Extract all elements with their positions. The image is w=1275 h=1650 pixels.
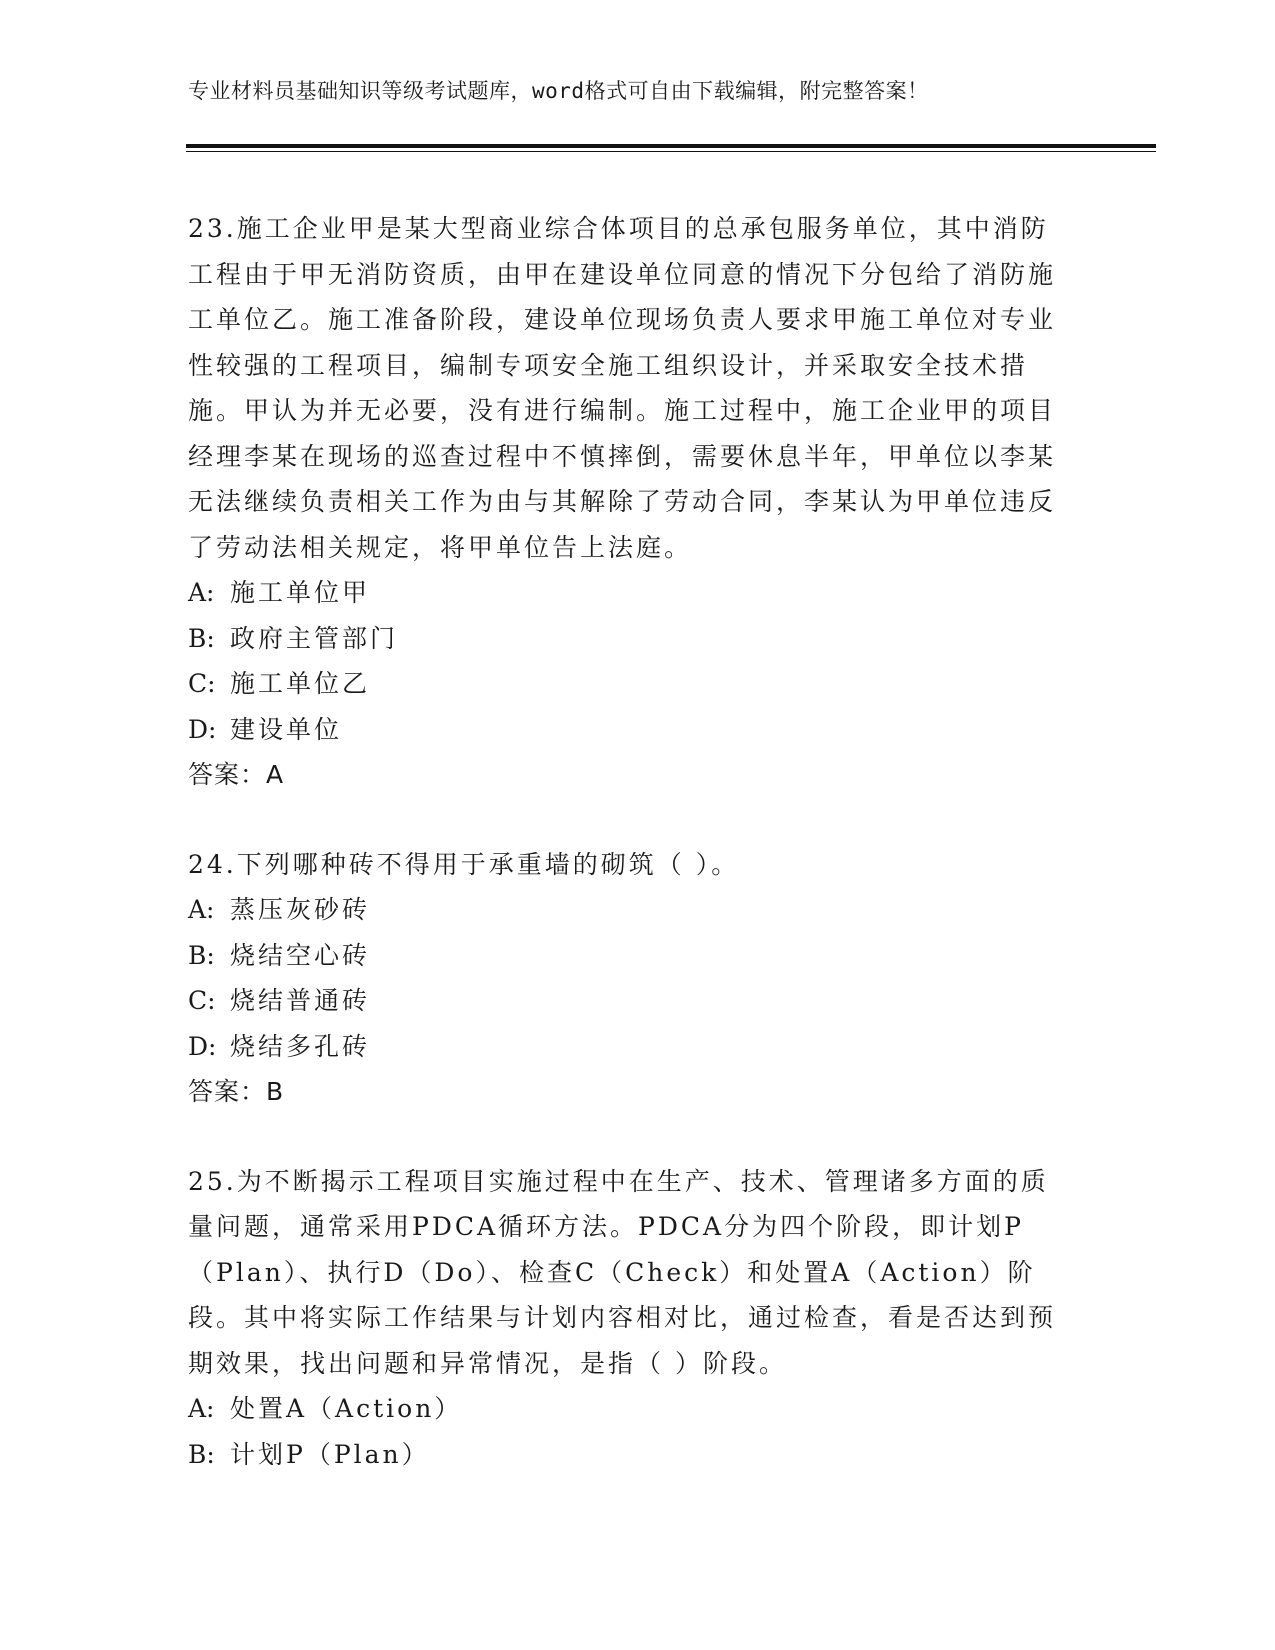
option-a xyxy=(188,570,1088,616)
option-text: 政府主管部门 xyxy=(230,623,399,653)
option-text: 蒸压灰砂砖 xyxy=(230,895,371,924)
option-text: 烧结多孔砖 xyxy=(230,1031,371,1061)
option-d xyxy=(188,1024,1088,1070)
option-key: C: xyxy=(188,669,216,698)
answer-line: 答案：A xyxy=(188,760,285,789)
option-text: 计划P（Plan） xyxy=(230,1439,430,1469)
option-b xyxy=(188,616,1088,662)
option-a xyxy=(188,1386,1088,1432)
option-key: B: xyxy=(188,940,215,970)
option-c xyxy=(188,661,1088,707)
option-key: C: xyxy=(188,986,216,1015)
option-key: D: xyxy=(188,1031,217,1061)
option-text: 处置A（Action） xyxy=(230,1394,463,1423)
option-key: B: xyxy=(188,623,215,653)
header-rule-thin xyxy=(186,151,1156,152)
answer-line: 答案：B xyxy=(188,1077,285,1106)
question-23 xyxy=(188,206,1088,798)
option-text: 施工单位甲 xyxy=(230,578,371,607)
option-key: A: xyxy=(188,578,215,607)
option-text: 烧结普通砖 xyxy=(230,986,371,1015)
question-24 xyxy=(188,842,1088,1115)
option-b xyxy=(188,1432,1088,1478)
question-gap xyxy=(188,798,1088,842)
option-key: A: xyxy=(188,895,215,924)
option-text: 施工单位乙 xyxy=(230,669,371,698)
option-key: A: xyxy=(188,1394,215,1423)
question-gap xyxy=(188,1115,1088,1159)
header-rule-thick xyxy=(186,144,1156,148)
question-stem: 25.为不断揭示工程项目实施过程中在生产、技术、管理诸多方面的质量问题，通常采用PDCA循环方法。PDCA分为四个阶段，即计划P（Plan）、执行D（Do）、检查C（Check）和处置A（Action）阶段。其中将实际工作结果与计划内容相对比，通过检查，看是否达到预期效果，找出问题和异常情况，是指（ ）阶段。 xyxy=(188,1166,1057,1378)
page-header: 专业材料员基础知识等级考试题库，word格式可自由下载编辑，附完整答案！ xyxy=(188,79,929,103)
option-text: 烧结空心砖 xyxy=(230,940,371,970)
question-list xyxy=(188,206,1088,1477)
option-d xyxy=(188,707,1088,753)
question-stem: 24.下列哪种砖不得用于承重墙的砌筑（ ）。 xyxy=(188,849,740,879)
option-text: 建设单位 xyxy=(230,714,343,744)
option-a xyxy=(188,887,1088,933)
option-key: B: xyxy=(188,1439,215,1469)
option-key: D: xyxy=(188,714,217,744)
question-stem: 23.施工企业甲是某大型商业综合体项目的总承包服务单位，其中消防工程由于甲无消防资质，由甲在建设单位同意的情况下分包给了消防施工单位乙。施工准备阶段，建设单位现场负责人要求甲施工单位对专业性较强的工程项目，编制专项安全施工组织设计，并采取安全技术措施。甲认为并无必要，没有进行编制。施工过程中，施工企业甲的项目经理李某在现场的巡查过程中不慎摔倒，需要休息半年，甲单位以李某无法继续负责相关工作为由与其解除了劳动合同，李某认为甲单位违反了劳动法相关规定，将甲单位告上法庭。 xyxy=(188,214,1057,562)
option-b xyxy=(188,933,1088,979)
option-c xyxy=(188,978,1088,1024)
question-25 xyxy=(188,1159,1088,1478)
